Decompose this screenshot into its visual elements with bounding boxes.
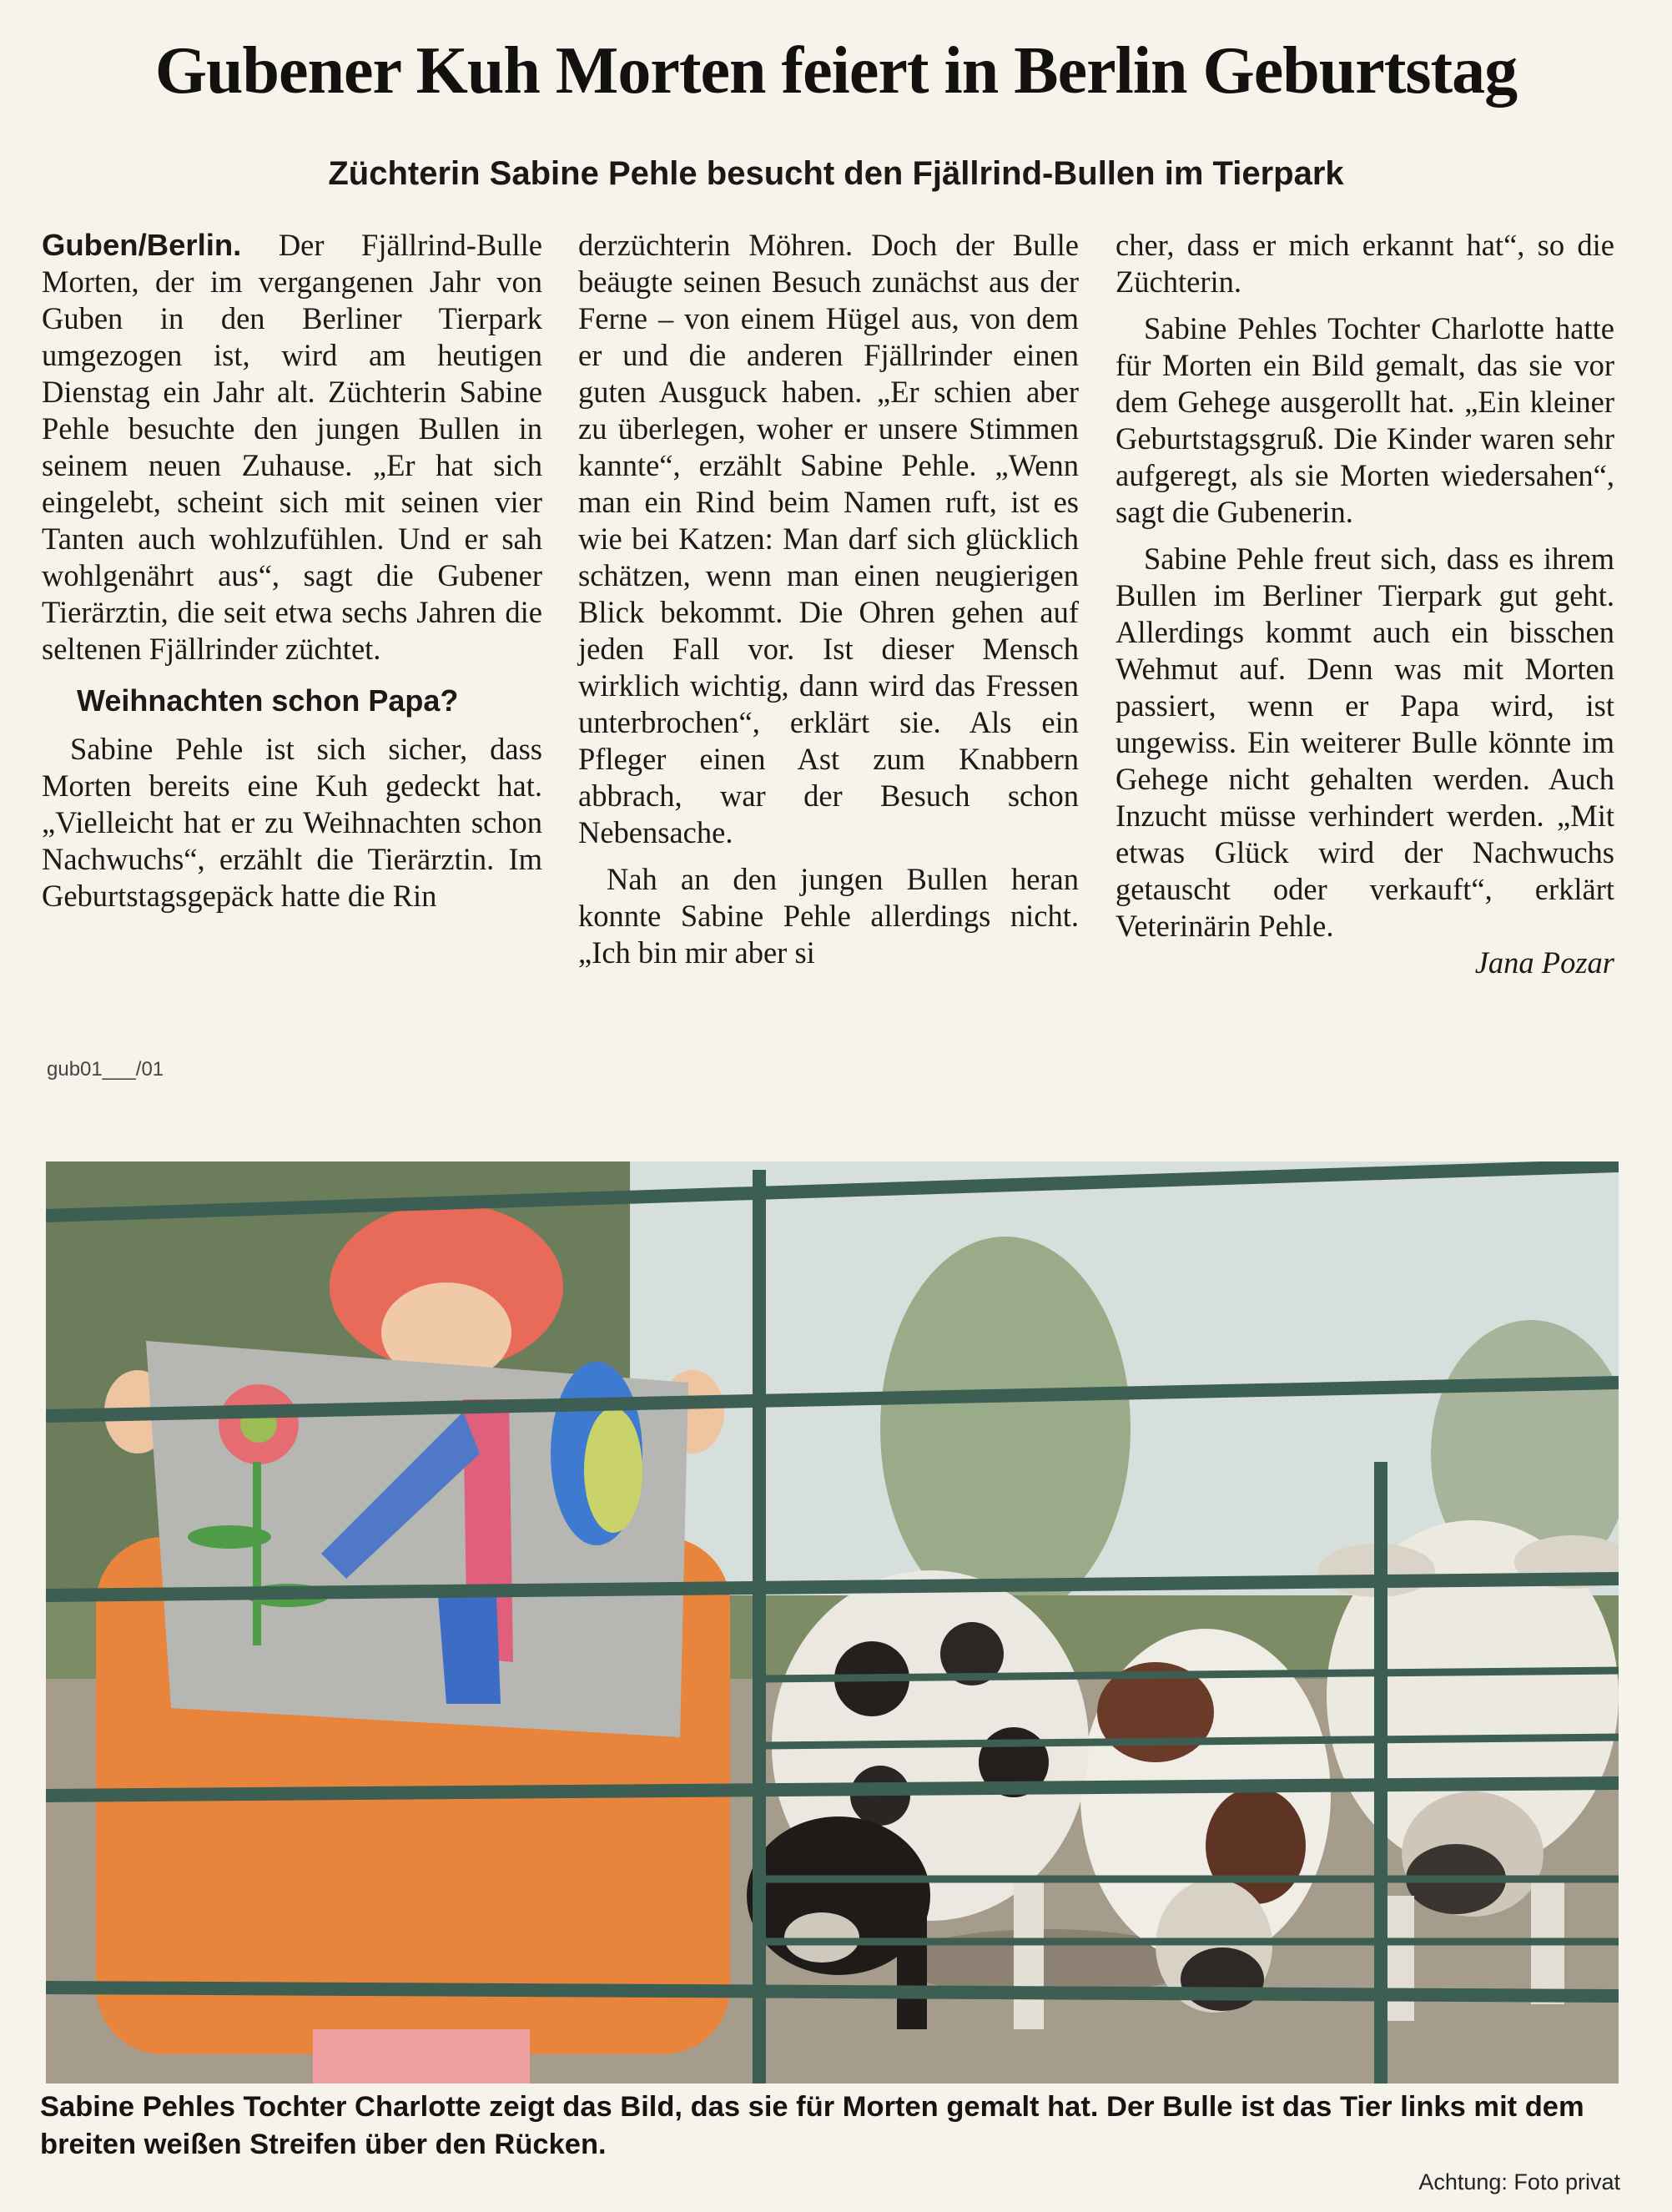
crosshead: Weihnachten schon Papa? (77, 683, 459, 718)
paragraph (42, 227, 542, 668)
article-column-2 (578, 227, 1079, 971)
subheadline: Züchterin Sabine Pehle besucht den Fjällrind-Bullen im Tierpark (328, 155, 1344, 192)
article-column-1 (42, 227, 542, 915)
paragraph: Sabine Pehles Tochter Charlotte hatte für Morten ein Bild gemalt, das sie vor dem Gehege ausgerollt hat. „Ein kleiner Geburtstagsgruß. Die Kinder waren sehr aufgeregt, als sie Morten wiedersahen“, sagt die Gubenerin. (1116, 311, 1614, 529)
skirt (313, 2029, 530, 2084)
dateline: Guben/Berlin. (42, 228, 242, 262)
paragraph: cher, dass er mich erkannt hat“, so die Züchterin. (1116, 228, 1614, 299)
paragraph: derzüchterin Möhren. Doch der Bulle beäugte seinen Besuch zunächst aus der Ferne – von einem Hügel aus, von dem er und die anderen Fjällrinder einen guten Ausguck haben. „Er schien aber zu überlegen, woher er unsere Stimmen kannte“, erzählt Sabine Pehle. „Wenn man ein Rind beim Namen ruft, ist es wie bei Katzen: Man darf sich glücklich schätzen, wenn man einen neugierigen Blick bekommt. Die Ohren gehen auf jeden Fall vor. Ist dieser Mensch wirklich wichtig, dann wird das Fressen unterbrochen“, erklärt sie. Als ein Pfleger einen Ast zum Knabbern abbrach, war der Besuch schon Nebensache. (578, 228, 1079, 849)
tree-right (880, 1237, 1131, 1620)
photo-credit: Achtung: Foto privat (1418, 2169, 1620, 2194)
paragraph-text: Der Fjällrind-Bulle Morten, der im vergangenen Jahr von Guben in den Berliner Tierpark umgezogen ist, wird am heutigen Dienstag ein Jahr alt. Züchterin Sabine Pehle besuchte den jungen Bullen in seinem neuen Zuhause. „Er hat sich eingelebt, scheint sich mit seinen vier Tanten auch wohlzufühlen. Und er sah wohlgenährt aus“, sagt die Gubener Tierärztin, die seit etwa sechs Jahren die seltenen Fjällrinder züchtet. (42, 228, 543, 666)
paragraph: Sabine Pehle freut sich, dass es ihrem Bullen im Berliner Tierpark gut geht. Allerdings kommt auch ein bisschen Wehmut auf. Denn was mit Morten passiert, wenn er Papa wird, ist ungewiss. Ein weiterer Bulle könnte im Gehege nicht gehalten werden. Auch Inzucht müsse verhindert werden. „Mit etwas Glück wird der Nachwuchs getauscht oder verkauft“, erklärt Veterinärin Pehle. (1116, 542, 1614, 943)
photo-caption: Sabine Pehles Tochter Charlotte zeigt das Bild, das sie für Morten gemalt hat. Der Bulle ist das Tier links mit dem breiten weißen Streifen über den Rücken. (40, 2091, 1584, 2160)
photo-illustration (46, 1161, 1619, 2084)
article-column-3 (1116, 227, 1614, 981)
page-code: gub01___/01 (47, 1058, 164, 1081)
headline: Gubener Kuh Morten feiert in Berlin Geburtstag (154, 34, 1518, 108)
paragraph: Nah an den jungen Bullen heran konnte Sabine Pehle allerdings nicht. „Ich bin mir aber si (578, 862, 1079, 970)
article-photo (46, 1161, 1619, 2084)
drawn-stem (253, 1462, 261, 1645)
paragraph: Sabine Pehle ist sich sicher, dass Morten bereits eine Kuh gedeckt hat. „Vielleicht hat er zu Weihnachten schon Nachwuchs“, erzählt die Tierärztin. Im Geburtstagsgepäck hatte die Rin (42, 732, 542, 913)
author: Jana Pozar (1474, 945, 1614, 980)
